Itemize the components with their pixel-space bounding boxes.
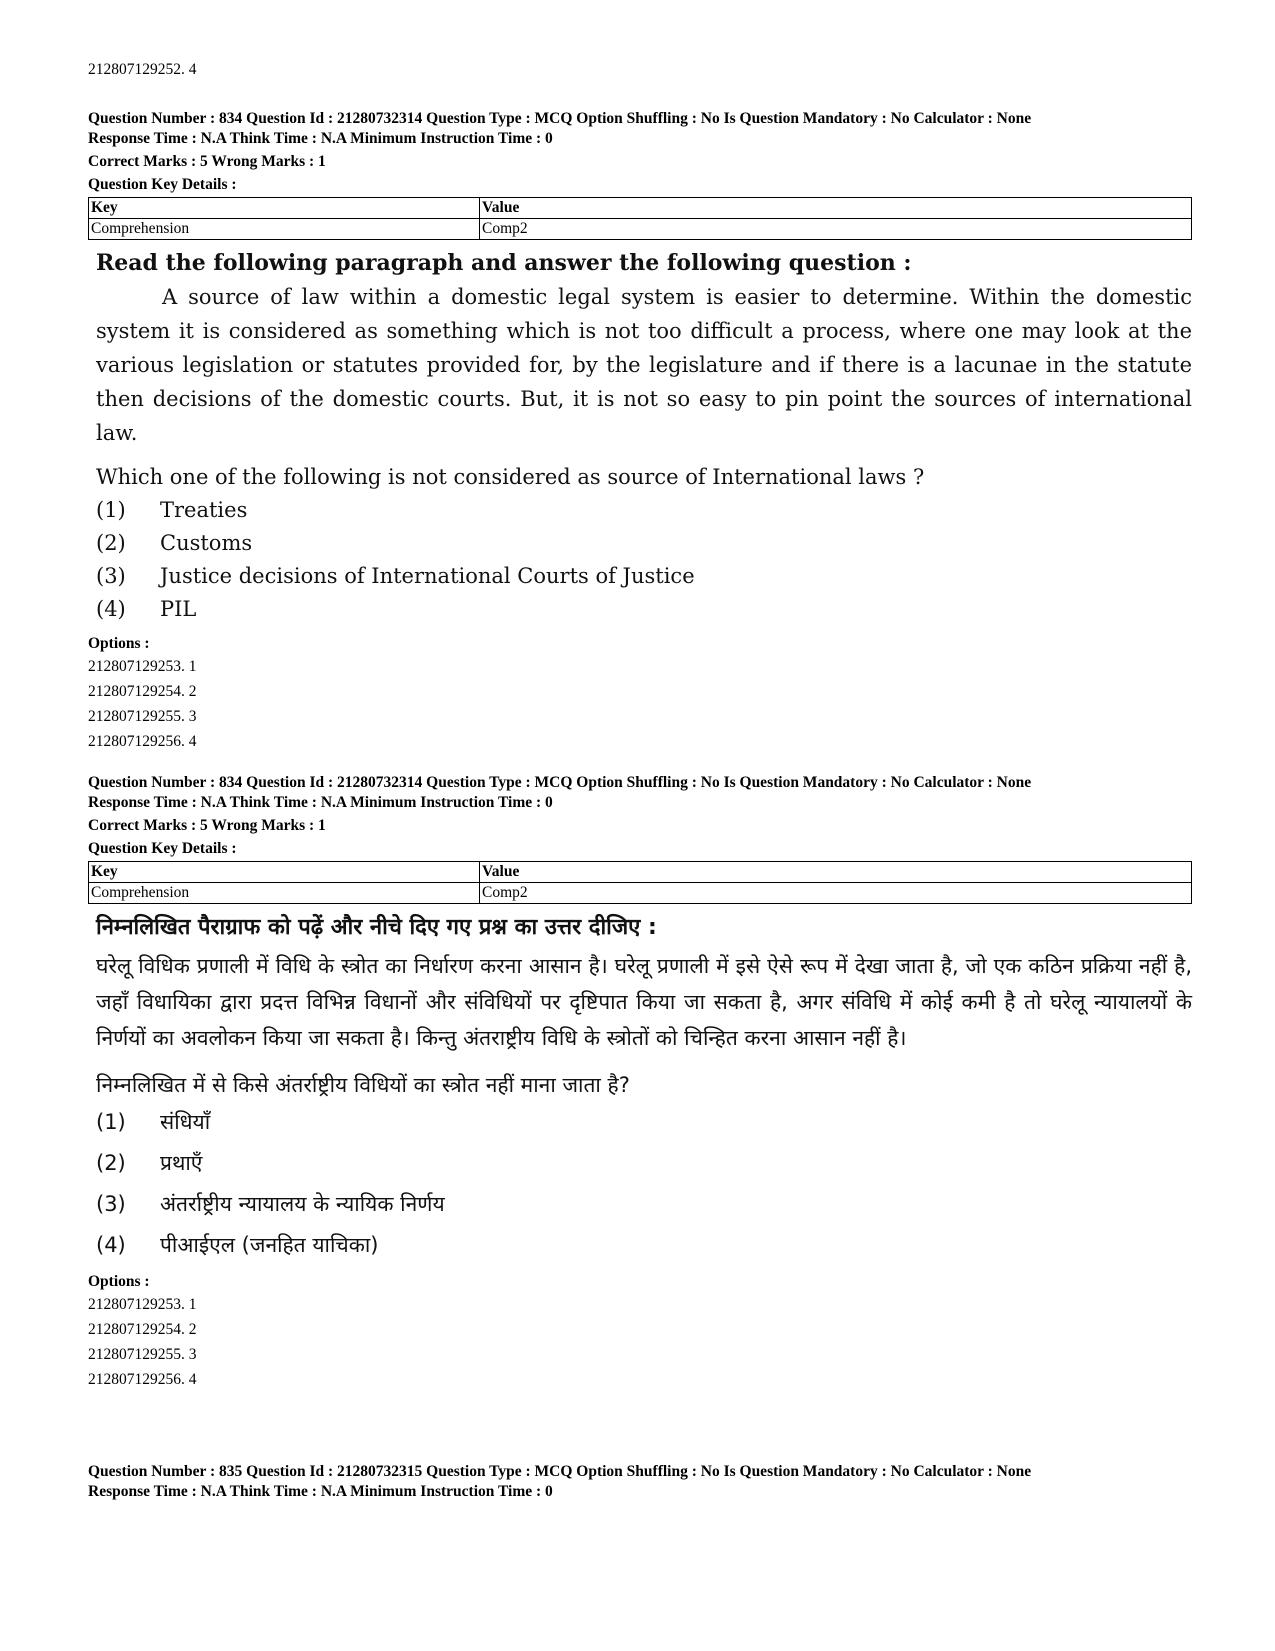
key-details-table	[88, 197, 1192, 240]
option-id: 212807129256. 4	[88, 1371, 197, 1388]
question-paragraph	[88, 280, 1192, 450]
answer-option	[88, 560, 1192, 593]
option-id: 212807129253. 1	[88, 1296, 197, 1313]
option-text: पीआईएल (जनहित याचिका)	[160, 1233, 379, 1257]
answer-option	[88, 494, 1192, 527]
option-id: 212807129255. 3	[88, 708, 197, 725]
question-meta-line2: Response Time : N.A Think Time : N.A Minimum Instruction Time : 0	[88, 130, 553, 147]
option-number: (3)	[96, 1192, 126, 1216]
table-row	[89, 219, 1192, 240]
option-id: 212807129253. 1	[88, 658, 197, 675]
option-number: (1)	[96, 1110, 126, 1134]
option-number: (1)	[96, 498, 126, 522]
question-stem: निम्नलिखित में से किसे अंतर्राष्ट्रीय विधियों का स्त्रोत नहीं माना जाता है?	[96, 1073, 630, 1097]
table-header-row	[89, 862, 1192, 883]
question-meta-line1: Question Number : 835 Question Id : 21280732315 Question Type : MCQ Option Shuffling : No Is Question Mandatory : No Calculator : None	[88, 1463, 1032, 1480]
option-text: अंतर्राष्ट्रीय न्यायालय के न्यायिक निर्णय	[160, 1192, 445, 1216]
question-block-next	[88, 1462, 1192, 1502]
marks-line: Correct Marks : 5 Wrong Marks : 1	[88, 817, 326, 834]
table-header-key: Key	[89, 198, 480, 219]
answer-option	[88, 1143, 1192, 1184]
question-stem: Which one of the following is not considered as source of International laws ?	[96, 465, 925, 489]
option-text: Treaties	[160, 498, 248, 522]
option-text: Customs	[160, 531, 253, 555]
question-meta-line1: Question Number : 834 Question Id : 21280732314 Question Type : MCQ Option Shuffling : No Is Question Mandatory : No Calculator : None	[88, 774, 1032, 791]
question-paragraph: घरेलू विधिक प्रणाली में विधि के स्त्रोत का निर्धारण करना आसान है। घरेलू प्रणाली में इसे ऐसे रूप में देखा जाता है, जो एक कठिन प्रक्रिया नहीं है, जहाँ विधायिका द्वारा प्रदत्त विभिन्न विधानों और संविधियों पर दृष्टिपात किया जा सकता है, अगर संविधि में कोई कमी है तो घरेलू न्यायालयों के निर्णयों का अवलोकन किया जा सकता है। किन्तु अंतराष्ट्रीय विधि के स्त्रोतों को चिन्हित करना आसान नहीं है।	[96, 954, 1192, 1050]
marks-line: Correct Marks : 5 Wrong Marks : 1	[88, 153, 326, 170]
question-meta-line1: Question Number : 834 Question Id : 21280732314 Question Type : MCQ Option Shuffling : No Is Question Mandatory : No Calculator : None	[88, 110, 1032, 127]
answer-option	[88, 1102, 1192, 1143]
answer-option	[88, 527, 1192, 560]
table-header-value: Value	[480, 198, 1192, 219]
option-text: PIL	[160, 597, 197, 621]
question-meta-line2: Response Time : N.A Think Time : N.A Minimum Instruction Time : 0	[88, 1483, 553, 1500]
question-block-english	[88, 109, 1192, 754]
option-id: 212807129254. 2	[88, 1321, 197, 1338]
table-cell-value: Comp2	[480, 883, 1192, 904]
options-label: Options :	[88, 635, 150, 652]
table-row	[89, 883, 1192, 904]
question-heading: निम्नलिखित पैराग्राफ को पढ़ें और नीचे दिए गए प्रश्न का उत्तर दीजिए :	[96, 915, 657, 940]
table-header-value: Value	[480, 862, 1192, 883]
answer-option	[88, 1184, 1192, 1225]
option-id: 212807129255. 3	[88, 1346, 197, 1363]
option-number: (2)	[96, 531, 126, 555]
option-number: (4)	[96, 1233, 126, 1257]
question-content	[88, 248, 1192, 626]
option-text: Justice decisions of International Courts of Justice	[160, 564, 695, 588]
option-number: (3)	[96, 564, 126, 588]
question-content	[88, 912, 1192, 1266]
option-id: 212807129254. 2	[88, 683, 197, 700]
paragraph-text: A source of law within a domestic legal system is easier to determine. Within the domestic system it is considered as something which is not too difficult a process, where one may look at the various legislation or statutes provided for, by the legislature and if there is a lacunae in the statute then decisions of the domestic courts. But, it is not so easy to pin point the sources of international law.	[96, 285, 1192, 445]
option-text: प्रथाएँ	[160, 1151, 203, 1175]
question-meta-line2: Response Time : N.A Think Time : N.A Minimum Instruction Time : 0	[88, 794, 553, 811]
key-details-table	[88, 861, 1192, 904]
option-number: (4)	[96, 597, 126, 621]
option-text: संधियाँ	[160, 1110, 211, 1134]
table-cell-key: Comprehension	[89, 219, 480, 240]
options-label: Options :	[88, 1273, 150, 1290]
option-number: (2)	[96, 1151, 126, 1175]
answer-option	[88, 593, 1192, 626]
table-cell-value: Comp2	[480, 219, 1192, 240]
table-header-key: Key	[89, 862, 480, 883]
previous-option-id: 212807129252. 4	[88, 61, 197, 78]
answer-option	[88, 1225, 1192, 1266]
question-heading: Read the following paragraph and answer the following question :	[96, 250, 912, 276]
option-id: 212807129256. 4	[88, 733, 197, 750]
key-details-label: Question Key Details :	[88, 840, 237, 857]
table-header-row	[89, 198, 1192, 219]
table-cell-key: Comprehension	[89, 883, 480, 904]
question-block-hindi	[88, 773, 1192, 1392]
key-details-label: Question Key Details :	[88, 176, 237, 193]
